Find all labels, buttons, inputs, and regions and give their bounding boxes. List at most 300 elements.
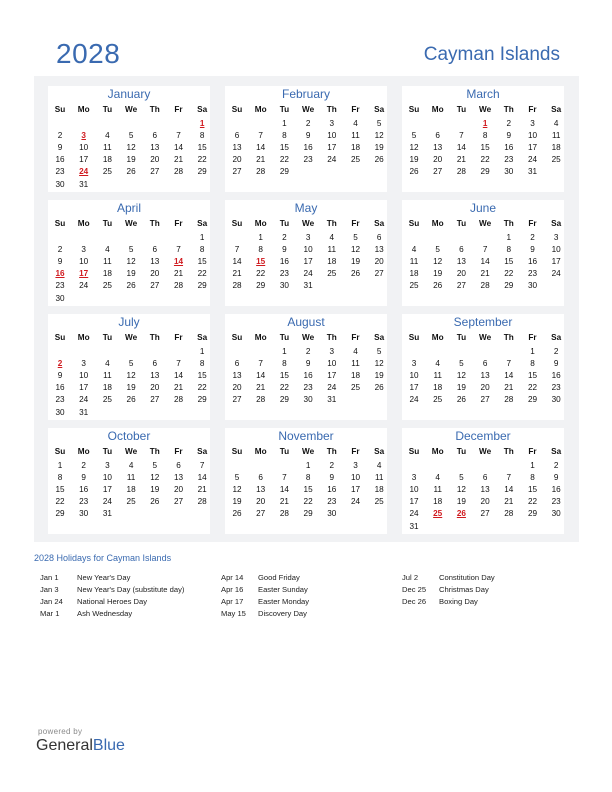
day-cell: 3 (353, 461, 358, 470)
calendar-grid (34, 76, 579, 542)
day-cell: 20 (150, 383, 160, 393)
holiday-name: Christmas Day (439, 585, 489, 594)
holiday-name: Easter Sunday (258, 585, 308, 594)
holiday-day-cell: 1 (482, 119, 488, 128)
day-cell: 25 (433, 395, 443, 405)
weekday-header: We (302, 447, 315, 456)
weekday-header: Mo (77, 219, 90, 228)
day-cell: 17 (350, 485, 361, 495)
day-cell: 10 (303, 245, 313, 255)
day-cell: 28 (279, 509, 289, 519)
month-name: March (466, 87, 500, 101)
day-cell: 29 (197, 281, 207, 291)
day-cell: 21 (279, 497, 289, 507)
holiday-day-cell: 14 (173, 257, 184, 267)
day-cell: 11 (433, 485, 442, 495)
day-cell: 17 (102, 485, 112, 495)
holiday-date: Jan 3 (40, 585, 59, 594)
day-cell: 14 (504, 371, 514, 381)
day-cell: 21 (480, 269, 490, 279)
day-cell: 11 (126, 473, 136, 483)
holiday-date: Mar 1 (40, 609, 60, 618)
weekday-header: We (479, 219, 492, 228)
weekday-header: Mo (431, 333, 444, 342)
day-cell: 3 (411, 359, 417, 369)
holiday-day-cell: 16 (55, 269, 65, 279)
day-cell: 23 (303, 155, 313, 165)
day-cell: 18 (327, 257, 337, 267)
day-cell: 29 (527, 509, 538, 519)
day-cell: 13 (150, 257, 160, 267)
weekday-header: We (302, 333, 315, 342)
day-cell: 24 (409, 395, 419, 405)
day-cell: 18 (102, 155, 112, 165)
weekday-header: Tu (279, 105, 290, 114)
month-name: August (287, 315, 325, 329)
day-cell: 14 (480, 257, 490, 267)
day-cell: 7 (176, 359, 181, 369)
day-cell: 1 (530, 461, 535, 470)
day-cell: 16 (527, 257, 538, 267)
weekday-header: Th (326, 219, 337, 228)
day-cell: 12 (456, 371, 466, 381)
holiday-date: Jul 2 (402, 573, 419, 582)
day-cell: 12 (126, 371, 136, 381)
day-cell: 7 (506, 359, 512, 369)
day-cell: 8 (482, 131, 488, 141)
month-name: October (107, 429, 151, 443)
day-cell: 21 (173, 155, 184, 165)
day-cell: 5 (128, 359, 134, 369)
day-cell: 3 (105, 461, 110, 470)
weekday-header: Mo (254, 447, 267, 456)
day-cell: 6 (152, 359, 158, 369)
weekday-header: Su (408, 105, 420, 114)
day-cell: 6 (152, 131, 158, 141)
day-cell: 23 (327, 497, 337, 507)
day-cell: 3 (329, 119, 335, 128)
day-cell: 5 (234, 473, 240, 483)
day-cell: 23 (504, 155, 514, 165)
day-cell: 26 (232, 509, 242, 519)
day-cell: 12 (150, 473, 160, 483)
day-cell: 7 (258, 359, 263, 369)
day-cell: 2 (57, 245, 63, 255)
weekday-header: Mo (254, 219, 267, 228)
weekday-header: Th (149, 333, 160, 342)
day-cell: 2 (57, 131, 63, 141)
day-cell: 6 (435, 131, 440, 141)
day-cell: 12 (374, 131, 384, 141)
brand-general: General (36, 737, 93, 754)
day-cell: 14 (279, 485, 289, 495)
day-cell: 21 (197, 485, 207, 495)
weekday-header: Th (149, 447, 160, 456)
day-cell: 20 (456, 269, 466, 279)
month-10 (225, 428, 387, 534)
day-cell: 31 (79, 407, 89, 417)
weekday-header: Su (231, 447, 243, 456)
day-cell: 19 (456, 497, 466, 507)
day-cell: 13 (433, 143, 443, 153)
day-cell: 26 (126, 395, 136, 405)
day-cell: 28 (480, 281, 490, 291)
weekday-header: We (125, 333, 138, 342)
day-cell: 15 (279, 143, 289, 153)
weekday-header: We (125, 105, 138, 114)
day-cell: 13 (374, 245, 384, 255)
day-cell: 21 (256, 155, 266, 165)
weekday-header: Su (231, 333, 243, 342)
day-cell: 22 (527, 383, 538, 393)
day-cell: 5 (459, 473, 464, 483)
holiday-date: Dec 26 (402, 597, 427, 606)
day-cell: 25 (409, 281, 419, 291)
day-cell: 26 (350, 269, 361, 279)
weekday-header: Tu (456, 333, 467, 342)
weekday-header: Mo (431, 219, 444, 228)
day-cell: 23 (55, 167, 65, 177)
country-title: Cayman Islands (423, 44, 560, 65)
holiday-row (40, 573, 215, 585)
day-cell: 5 (353, 233, 358, 242)
day-cell: 22 (480, 155, 490, 165)
month-name: May (294, 201, 318, 215)
day-cell: 17 (409, 383, 419, 393)
day-cell: 22 (197, 269, 207, 279)
day-cell: 5 (152, 461, 158, 470)
day-cell: 20 (433, 155, 443, 165)
day-cell: 6 (152, 245, 158, 255)
day-cell: 6 (482, 359, 488, 369)
day-cell: 27 (480, 509, 490, 519)
day-cell: 16 (79, 485, 89, 495)
day-cell: 21 (173, 269, 184, 279)
month-0 (48, 86, 210, 192)
day-cell: 19 (433, 269, 443, 279)
day-cell: 7 (176, 131, 181, 141)
holiday-row (40, 585, 215, 597)
day-cell: 14 (232, 257, 242, 267)
day-cell: 2 (282, 233, 287, 242)
day-cell: 7 (176, 245, 181, 255)
day-cell: 19 (126, 155, 136, 165)
day-cell: 11 (551, 131, 561, 141)
day-cell: 4 (128, 461, 134, 470)
day-cell: 30 (327, 509, 337, 519)
day-cell: 8 (199, 359, 205, 369)
day-cell: 4 (353, 347, 358, 356)
day-cell: 29 (279, 395, 289, 405)
day-cell: 18 (374, 485, 384, 495)
day-cell: 23 (279, 269, 289, 279)
day-cell: 5 (435, 245, 440, 255)
day-cell: 9 (57, 371, 63, 381)
weekday-header: We (479, 333, 492, 342)
holiday-day-cell: 26 (456, 509, 466, 519)
day-cell: 11 (327, 245, 337, 255)
day-cell: 13 (256, 485, 266, 495)
holiday-column (40, 573, 215, 621)
day-cell: 25 (102, 281, 112, 291)
day-cell: 20 (480, 497, 490, 507)
day-cell: 28 (256, 167, 266, 177)
weekday-header: Mo (77, 105, 90, 114)
day-cell: 30 (504, 167, 514, 177)
day-cell: 17 (79, 383, 89, 393)
day-cell: 10 (409, 485, 419, 495)
day-cell: 30 (279, 281, 289, 291)
day-cell: 8 (199, 245, 205, 255)
weekday-header: Sa (374, 219, 385, 228)
day-cell: 6 (176, 461, 181, 470)
day-cell: 24 (409, 509, 419, 519)
holiday-row (402, 573, 577, 585)
weekday-header: Su (408, 447, 420, 456)
holiday-name: Constitution Day (439, 573, 495, 582)
day-cell: 14 (256, 371, 266, 381)
day-cell: 25 (350, 383, 361, 393)
day-cell: 17 (327, 371, 337, 381)
day-cell: 20 (256, 497, 266, 507)
day-cell: 15 (279, 371, 289, 381)
day-cell: 9 (553, 359, 559, 369)
day-cell: 4 (353, 119, 358, 128)
day-cell: 26 (374, 383, 384, 393)
day-cell: 6 (459, 245, 464, 255)
day-cell: 13 (232, 371, 242, 381)
day-cell: 2 (329, 461, 335, 470)
day-cell: 1 (199, 233, 205, 242)
holiday-row (402, 597, 577, 609)
holiday-date: Dec 25 (402, 585, 427, 594)
weekday-header: Fr (351, 447, 360, 456)
day-cell: 30 (55, 293, 65, 303)
day-cell: 1 (57, 461, 63, 470)
weekday-header: Th (326, 333, 337, 342)
day-cell: 25 (374, 497, 384, 507)
day-cell: 18 (433, 497, 443, 507)
day-cell: 11 (103, 143, 112, 153)
day-cell: 27 (150, 167, 160, 177)
day-cell: 27 (232, 167, 242, 177)
day-cell: 22 (279, 383, 289, 393)
day-cell: 3 (81, 359, 86, 369)
weekday-header: Mo (77, 447, 90, 456)
weekday-header: Fr (174, 333, 183, 342)
day-cell: 21 (173, 383, 184, 393)
weekday-header: Fr (174, 219, 183, 228)
day-cell: 8 (530, 359, 535, 369)
day-cell: 25 (102, 395, 112, 405)
weekday-header: Fr (528, 447, 537, 456)
day-cell: 31 (409, 521, 419, 531)
weekday-header: Sa (197, 333, 208, 342)
day-cell: 15 (197, 143, 207, 153)
day-cell: 11 (374, 473, 384, 483)
day-cell: 30 (55, 179, 65, 189)
day-cell: 13 (480, 485, 490, 495)
day-cell: 28 (256, 395, 266, 405)
holiday-day-cell: 3 (81, 131, 86, 141)
day-cell: 3 (553, 233, 559, 242)
day-cell: 15 (480, 143, 490, 153)
day-cell: 25 (126, 497, 136, 507)
weekday-header: Sa (374, 447, 385, 456)
day-cell: 16 (327, 485, 337, 495)
weekday-header: Sa (551, 105, 562, 114)
month-4 (225, 200, 387, 306)
day-cell: 20 (150, 155, 160, 165)
day-cell: 25 (551, 155, 561, 165)
day-cell: 9 (305, 131, 311, 141)
day-cell: 18 (433, 383, 443, 393)
weekday-header: Fr (528, 333, 537, 342)
holiday-date: Apr 17 (221, 597, 244, 606)
day-cell: 12 (409, 143, 419, 153)
day-cell: 17 (303, 257, 313, 267)
month-2 (402, 86, 564, 192)
day-cell: 13 (480, 371, 490, 381)
generalblue-logo[interactable] (36, 737, 125, 755)
day-cell: 15 (303, 485, 313, 495)
month-3 (48, 200, 210, 306)
day-cell: 2 (81, 461, 86, 470)
holiday-date: Jan 24 (40, 597, 63, 606)
day-cell: 8 (199, 131, 205, 141)
day-cell: 31 (79, 179, 89, 189)
day-cell: 4 (376, 461, 382, 470)
day-cell: 9 (553, 473, 559, 483)
day-cell: 27 (433, 167, 443, 177)
year-title: 2028 (56, 38, 121, 69)
month-name: April (116, 201, 141, 215)
holiday-day-cell: 17 (79, 269, 89, 279)
holiday-day-cell: 24 (79, 167, 89, 177)
day-cell: 31 (303, 281, 313, 291)
day-cell: 21 (504, 497, 514, 507)
day-cell: 7 (199, 461, 205, 470)
weekday-header: Tu (102, 105, 113, 114)
day-cell: 3 (530, 119, 535, 128)
weekday-header: Tu (102, 219, 113, 228)
day-cell: 28 (173, 395, 184, 405)
day-cell: 16 (303, 143, 313, 153)
day-cell: 2 (553, 461, 559, 470)
day-cell: 20 (173, 485, 184, 495)
holiday-date: Apr 14 (221, 573, 244, 582)
weekday-header: Tu (279, 333, 290, 342)
holiday-row (221, 573, 396, 585)
day-cell: 22 (55, 497, 65, 507)
day-cell: 26 (126, 281, 136, 291)
day-cell: 29 (197, 167, 207, 177)
day-cell: 24 (303, 269, 313, 279)
weekday-header: Sa (374, 333, 385, 342)
weekday-header: Su (54, 447, 66, 456)
day-cell: 30 (551, 509, 561, 519)
month-name: February (281, 87, 331, 101)
holiday-row (40, 597, 215, 609)
day-cell: 4 (553, 119, 559, 128)
day-cell: 20 (232, 155, 242, 165)
day-cell: 17 (551, 257, 561, 267)
weekday-header: Mo (254, 105, 267, 114)
day-cell: 9 (81, 473, 86, 483)
day-cell: 29 (279, 167, 289, 177)
day-cell: 11 (433, 371, 442, 381)
month-name: September (453, 315, 513, 329)
day-cell: 30 (55, 407, 65, 417)
holiday-column (402, 573, 577, 609)
day-cell: 14 (173, 371, 184, 381)
day-cell: 19 (150, 485, 160, 495)
day-cell: 1 (305, 461, 311, 470)
day-cell: 11 (103, 371, 112, 381)
weekday-header: Fr (528, 219, 537, 228)
day-cell: 16 (504, 143, 514, 153)
day-cell: 15 (504, 257, 514, 267)
day-cell: 10 (327, 359, 337, 369)
weekday-header: Sa (374, 105, 385, 114)
day-cell: 28 (173, 281, 184, 291)
weekday-header: We (479, 105, 492, 114)
day-cell: 19 (232, 497, 242, 507)
day-cell: 22 (279, 155, 289, 165)
weekday-header: Fr (351, 219, 360, 228)
day-cell: 20 (232, 383, 242, 393)
day-cell: 15 (197, 257, 207, 267)
day-cell: 19 (126, 269, 136, 279)
day-cell: 29 (303, 509, 313, 519)
day-cell: 27 (173, 497, 184, 507)
day-cell: 26 (456, 395, 466, 405)
day-cell: 3 (329, 347, 335, 356)
day-cell: 15 (197, 371, 207, 381)
day-cell: 15 (527, 485, 538, 495)
day-cell: 19 (456, 383, 466, 393)
day-cell: 24 (350, 497, 361, 507)
day-cell: 12 (126, 143, 136, 153)
weekday-header: Sa (551, 447, 562, 456)
day-cell: 12 (350, 245, 361, 255)
weekday-header: Sa (551, 219, 562, 228)
day-cell: 5 (376, 347, 382, 356)
day-cell: 29 (480, 167, 490, 177)
day-cell: 25 (327, 269, 337, 279)
day-cell: 8 (530, 473, 535, 483)
weekday-header: Fr (528, 105, 537, 114)
day-cell: 28 (173, 167, 184, 177)
weekday-header: We (125, 219, 138, 228)
day-cell: 7 (459, 131, 464, 141)
day-cell: 4 (435, 473, 440, 483)
day-cell: 9 (57, 257, 63, 267)
day-cell: 2 (530, 233, 535, 242)
holiday-name: Boxing Day (439, 597, 478, 606)
day-cell: 30 (551, 395, 561, 405)
day-cell: 29 (55, 509, 65, 519)
day-cell: 15 (55, 485, 65, 495)
day-cell: 5 (459, 359, 464, 369)
day-cell: 9 (530, 245, 535, 255)
weekday-header: Th (326, 105, 337, 114)
day-cell: 6 (376, 233, 382, 242)
day-cell: 26 (374, 155, 384, 165)
weekday-header: Th (149, 219, 160, 228)
day-cell: 23 (79, 497, 89, 507)
day-cell: 22 (504, 269, 514, 279)
